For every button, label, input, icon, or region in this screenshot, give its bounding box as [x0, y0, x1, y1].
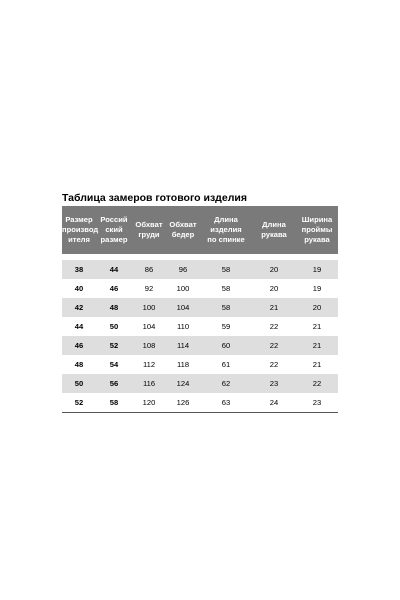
cell-russian-size: 46 — [109, 284, 119, 293]
header-manufacturer-size: Размер производ ителя — [62, 215, 99, 244]
cell-manufacturer-size: 42 — [74, 303, 84, 312]
cell-chest-girth: 108 — [142, 341, 156, 350]
cell-manufacturer-size: 38 — [74, 265, 84, 274]
cell-chest-girth: 100 — [142, 303, 156, 312]
size-measurements-table — [62, 206, 338, 413]
cell-hip-girth: 110 — [176, 322, 190, 331]
cell-russian-size: 52 — [109, 341, 119, 350]
header-armhole-width: Ширина проймы рукава — [301, 215, 333, 244]
header-chest-girth: Обхват груди — [135, 220, 163, 239]
cell-sleeve-length: 20 — [269, 265, 279, 274]
cell-back-length: 58 — [221, 284, 231, 293]
table-row — [62, 279, 338, 298]
cell-sleeve-length: 22 — [269, 322, 279, 331]
table-row — [62, 336, 338, 355]
cell-hip-girth: 126 — [166, 393, 200, 412]
cell-armhole-width: 21 — [312, 360, 322, 369]
table-row — [62, 393, 338, 412]
table-row — [62, 298, 338, 317]
table-row — [62, 317, 338, 336]
cell-armhole-width: 19 — [312, 265, 322, 274]
header-sleeve-length: Длина рукава — [261, 220, 287, 239]
cell-russian-size: 50 — [109, 322, 119, 331]
cell-back-length: 61 — [221, 360, 231, 369]
cell-chest-girth: 116 — [142, 379, 156, 388]
cell-russian-size: 44 — [109, 265, 119, 274]
cell-sleeve-length: 22 — [269, 341, 279, 350]
cell-chest-girth: 112 — [142, 360, 156, 369]
cell-armhole-width: 21 — [312, 322, 322, 331]
cell-armhole-width: 23 — [296, 393, 338, 412]
cell-chest-girth: 92 — [144, 284, 154, 293]
cell-russian-size: 56 — [109, 379, 119, 388]
cell-back-length: 59 — [221, 322, 231, 331]
cell-sleeve-length: 24 — [252, 393, 296, 412]
cell-chest-girth: 86 — [144, 265, 154, 274]
table-title: Таблица замеров готового изделия — [62, 192, 247, 204]
cell-chest-girth: 120 — [132, 393, 166, 412]
cell-sleeve-length: 23 — [269, 379, 279, 388]
cell-armhole-width: 21 — [312, 341, 322, 350]
cell-back-length: 58 — [221, 303, 231, 312]
cell-back-length: 58 — [221, 265, 231, 274]
table-header-row — [62, 206, 338, 254]
cell-hip-girth: 104 — [176, 303, 190, 312]
header-russian-size: Россий ский размер — [100, 215, 128, 244]
table-row — [62, 260, 338, 279]
cell-sleeve-length: 21 — [269, 303, 279, 312]
cell-manufacturer-size: 52 — [62, 393, 96, 412]
cell-manufacturer-size: 48 — [74, 360, 84, 369]
cell-sleeve-length: 22 — [269, 360, 279, 369]
cell-manufacturer-size: 40 — [74, 284, 84, 293]
cell-hip-girth: 118 — [176, 360, 190, 369]
cell-hip-girth: 124 — [176, 379, 190, 388]
cell-manufacturer-size: 44 — [74, 322, 84, 331]
cell-hip-girth: 100 — [176, 284, 190, 293]
table-row — [62, 374, 338, 393]
cell-armhole-width: 22 — [312, 379, 322, 388]
cell-hip-girth: 114 — [176, 341, 190, 350]
header-back-length: Длина изделия по спинке — [207, 215, 245, 244]
cell-russian-size: 58 — [96, 393, 132, 412]
cell-back-length: 60 — [221, 341, 231, 350]
cell-manufacturer-size: 50 — [74, 379, 84, 388]
cell-chest-girth: 104 — [142, 322, 156, 331]
cell-armhole-width: 20 — [312, 303, 322, 312]
cell-sleeve-length: 20 — [269, 284, 279, 293]
table-row — [62, 355, 338, 374]
cell-armhole-width: 19 — [312, 284, 322, 293]
header-hip-girth: Обхват бедер — [169, 220, 197, 239]
cell-manufacturer-size: 46 — [74, 341, 84, 350]
cell-back-length: 62 — [221, 379, 231, 388]
cell-back-length: 63 — [200, 393, 252, 412]
cell-hip-girth: 96 — [178, 265, 188, 274]
cell-russian-size: 48 — [109, 303, 119, 312]
cell-russian-size: 54 — [109, 360, 119, 369]
